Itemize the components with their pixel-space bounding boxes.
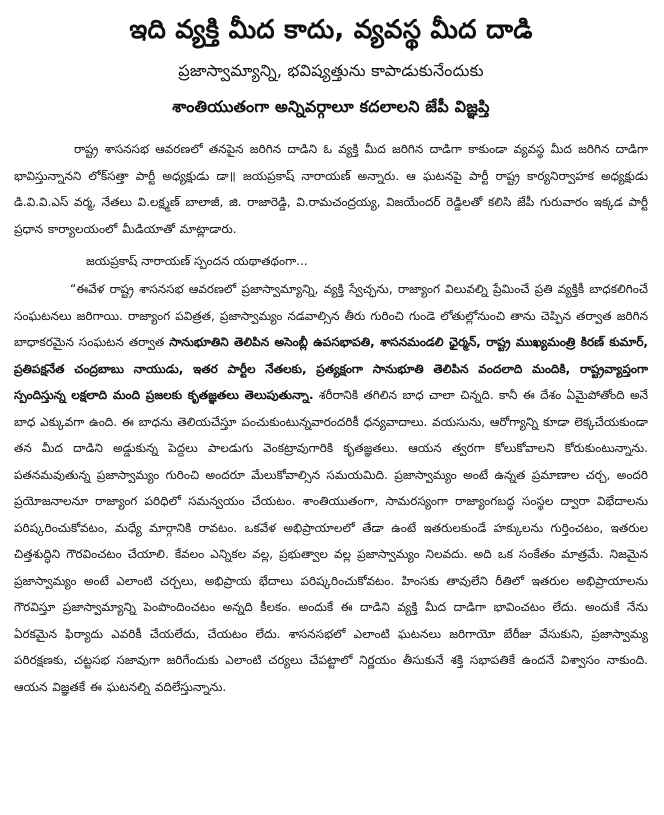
article-page — [0, 10, 664, 815]
quote-text-part-2: శరీరానికి తగిలిన బాధ చాలా చిన్నది. కానీ ఈ దేశం ఏమైపోతోంది అనే బాధ ఎక్కువగా ఉంది. ఈ బాధను తెలియచేస్తూ పంచుకుంటున్నవారందరికీ ధన్యవాదాలు. వయసును, ఆరోగ్యాన్ని కూడా లెక్కచేయకుండా తన మీద దాడిని అడ్డుకున్న పెద్దలు పాలడుగు వెంకట్రావుగారికి కృతజ్ఞతలు. ఆయన త్వరగా కోలుకోవాలని కోరుకుంటున్నాను. పతనమవుతున్న ప్రజాస్వామ్యం గురించి అందరూ మేలుకోవాల్సిన సమయమిది. ప్రజాస్వామ్యం అంటే ఉన్నత ప్రమాణాల చర్చ, అందరి ప్రయోజనాలనూ రాజ్యాంగ పరిధిలో సమన్వయం చేయటం. శాంతియుతంగా, సామరస్యంగా రాజ్యాంగబద్ధ సంస్థల ద్వారా విభేదాలను పరిష్కరించుకోవటం, మధ్యే మార్గానికి రావటం. ఒకవేళ అభిప్రాయాలలో తేడా ఉంటే ఇతరులకుండే హక్కులను గుర్తించటం, ఇతరుల చిత్తశుద్ధిని గౌరవించటం చేయాలి. కేవలం ఎన్నికల వల్ల, ప్రభుత్వాల వల్ల ప్రజాస్వామ్యం నిలవదు. అది ఒక సంకేతం మాత్రమే. నిజమైన ప్రజాస్వామ్యం అంటే ఎలాంటి చర్చలు, అభిప్రాయ భేదాలు పరిష్కరించుకోవటం. హింసకు తావులేని రీతిలో ఇతరుల అభిప్రాయాలను గౌరవిస్తూ ప్రజాస్వామ్యాన్ని పెంపొందించటం అన్నది కీలకం. అందుకే ఈ దాడిని వ్యక్తి మీద దాడిగా భావించటం లేదు. అందుకే నేను ఏరకమైన ఫిర్యాదు ఎవరికీ చేయలేదు, చేయటం లేదు. శాసనసభలో ఎలాంటి ఘటనలు జరిగాయో బేరీజు వేసుకుని, ప్రజాస్వామ్య పరిరక్షణకు, చట్టసభ సజావుగా జరిగేందుకు ఎలాంటి చర్యలు చేపట్టాలో నిర్ణయం తీసుకునే శక్తి సభాపతికే ఉందనే విశ్వాసం నాకుంది. ఆయన విజ్ఞతకే ఈ ఘటనల్ని వదిలేస్తున్నాను. — [14, 388, 648, 694]
subheadline-2: శాంతియుతంగా అన్నివర్గాలూ కదలాలని జేపీ విజ్ఞప్తి — [172, 97, 490, 116]
subheadline-1: ప్రజాస్వామ్యాన్ని, భవిష్యత్తును కాపాడుకునేందుకు — [178, 61, 484, 80]
headline: ఇది వ్యక్తి మీద కాదు, వ్యవస్థ మీద దాడి — [129, 15, 533, 45]
quote-emphasis: సానుభూతిని తెలిపిన అసెంబ్లీ ఉపసభాపతి, శాసనమండలి ఛైర్మన్, రాష్ట్ర ముఖ్యమంత్రి కిరణ్ కుమార్, ప్రతిపక్షనేత చంద్రబాబు నాయుడు, ఇతర పార్టీల నేతలకు, ప్రత్యక్షంగా సానుభూతి తెలిపిన వందలాది మందికి, రాష్ట్రవ్యాప్తంగా స్పందిస్తున్న లక్షలాది మంది ప్రజలకు కృతజ్ఞతలు తెలుపుతున్నా. — [14, 335, 648, 402]
quote-paragraph — [14, 276, 648, 700]
quote-text-part-1: “ఈవేళ రాష్ట్ర శాసనసభ ఆవరణలో ప్రజాస్వామ్యాన్ని, వ్యక్తి స్వేచ్ఛను, రాజ్యాంగ విలువల్ని ప్రేమించే ప్రతి వ్యక్తికీ బాధకలిగించే సంఘటనలు జరిగాయి. రాజ్యాంగ పవిత్రత, ప్రజాస్వామ్యం నడవాల్సిన తీరు గురించి గుండె లోతుల్లోనుంచి తాను చెప్పిన తర్వాత జరిగిన బాధాకరమైన సంఘటన తర్వాత — [14, 282, 648, 349]
section-heading: జయప్రకాష్ నారాయణ్ స్పందన యథాతథంగా... — [86, 254, 308, 268]
intro-paragraph: రాష్ట్ర శాసనసభ ఆవరణలో తనపైన జరిగిన దాడిని ఓ వ్యక్తి మీద జరిగిన దాడిగా కాకుండా వ్యవస్థ మీద జరిగిన దాడిగా భావిస్తున్నానని లోక్‌సత్తా పార్టీ అధ్యక్షుడు డా॥ జయప్రకాష్ నారాయణ్ అన్నారు. ఆ ఘటనపై పార్టీ రాష్ట్ర కార్యనిర్వాహక అధ్యక్షుడు డి.వి.వి.ఎస్ వర్మ, నేతలు వి.లక్ష్మణ్ బాలాజీ, జి. రాజారెడ్డి, వి.రామచంద్రయ్య, విజయేందర్ రెడ్డిలతో కలిసి జేపీ గురువారం ఇక్కడ పార్టీ ప్రధాన కార్యాలయంలో మీడియాతో మాట్లాడారు. — [14, 142, 648, 236]
